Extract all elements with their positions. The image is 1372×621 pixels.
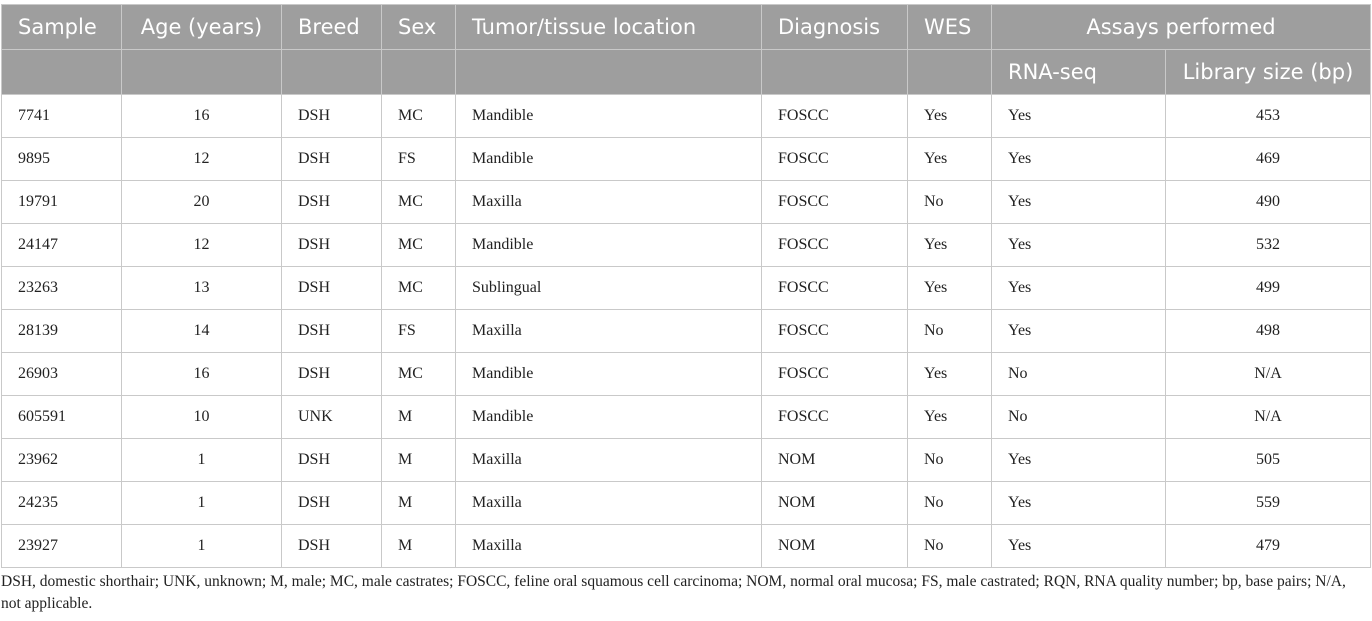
cell-sex: MC	[382, 181, 456, 224]
cell-age: 20	[122, 181, 282, 224]
cell-breed: UNK	[282, 396, 382, 439]
cell-location: Mandible	[456, 396, 762, 439]
cell-breed: DSH	[282, 138, 382, 181]
cell-diagnosis: FOSCC	[762, 267, 908, 310]
cell-wes: No	[908, 181, 992, 224]
cell-diagnosis: FOSCC	[762, 396, 908, 439]
cell-sample: 24235	[2, 482, 122, 525]
header-diagnosis: Diagnosis	[762, 5, 908, 50]
cell-library-size: 499	[1166, 267, 1371, 310]
cell-sex: M	[382, 439, 456, 482]
cell-location: Maxilla	[456, 310, 762, 353]
cell-sex: FS	[382, 138, 456, 181]
cell-library-size: 498	[1166, 310, 1371, 353]
cell-wes: Yes	[908, 396, 992, 439]
header-location: Tumor/tissue location	[456, 5, 762, 50]
table-row	[2, 267, 1371, 310]
cell-wes: Yes	[908, 224, 992, 267]
cell-rnaseq: Yes	[992, 181, 1166, 224]
cell-location: Maxilla	[456, 181, 762, 224]
cell-sample: 9895	[2, 138, 122, 181]
cell-breed: DSH	[282, 439, 382, 482]
cell-rnaseq: Yes	[992, 439, 1166, 482]
header-rnaseq: RNA-seq	[992, 50, 1166, 95]
header-blank	[282, 50, 382, 95]
cell-sample: 19791	[2, 181, 122, 224]
cell-breed: DSH	[282, 482, 382, 525]
cell-rnaseq: No	[992, 396, 1166, 439]
cell-library-size: 559	[1166, 482, 1371, 525]
cell-breed: DSH	[282, 310, 382, 353]
cell-age: 12	[122, 138, 282, 181]
cell-sex: M	[382, 525, 456, 568]
cell-location: Maxilla	[456, 482, 762, 525]
cell-sample: 23962	[2, 439, 122, 482]
header-blank	[762, 50, 908, 95]
cell-location: Mandible	[456, 353, 762, 396]
header-blank	[908, 50, 992, 95]
header-age: Age (years)	[122, 5, 282, 50]
cell-breed: DSH	[282, 267, 382, 310]
header-sample: Sample	[2, 5, 122, 50]
cell-wes: No	[908, 439, 992, 482]
cell-library-size: N/A	[1166, 353, 1371, 396]
cell-library-size: 490	[1166, 181, 1371, 224]
table-row	[2, 439, 1371, 482]
cell-rnaseq: Yes	[992, 95, 1166, 138]
cell-sample: 23263	[2, 267, 122, 310]
cell-diagnosis: FOSCC	[762, 310, 908, 353]
header-wes: WES	[908, 5, 992, 50]
header-sex: Sex	[382, 5, 456, 50]
cell-location: Mandible	[456, 95, 762, 138]
cell-breed: DSH	[282, 224, 382, 267]
cell-sex: MC	[382, 267, 456, 310]
table-header	[2, 5, 1371, 95]
cell-rnaseq: No	[992, 353, 1166, 396]
cell-sex: M	[382, 482, 456, 525]
cell-sex: MC	[382, 224, 456, 267]
samples-table	[1, 4, 1371, 568]
cell-library-size: 505	[1166, 439, 1371, 482]
cell-location: Mandible	[456, 224, 762, 267]
header-assays: Assays performed	[992, 5, 1371, 50]
cell-age: 1	[122, 439, 282, 482]
cell-library-size: N/A	[1166, 396, 1371, 439]
cell-rnaseq: Yes	[992, 267, 1166, 310]
table-body	[2, 95, 1371, 568]
cell-age: 14	[122, 310, 282, 353]
cell-sample: 26903	[2, 353, 122, 396]
cell-breed: DSH	[282, 95, 382, 138]
table-row	[2, 181, 1371, 224]
cell-rnaseq: Yes	[992, 482, 1166, 525]
header-breed: Breed	[282, 5, 382, 50]
cell-age: 10	[122, 396, 282, 439]
header-library-size: Library size (bp)	[1166, 50, 1371, 95]
cell-age: 16	[122, 353, 282, 396]
table-row	[2, 95, 1371, 138]
cell-library-size: 479	[1166, 525, 1371, 568]
cell-location: Mandible	[456, 138, 762, 181]
cell-rnaseq: Yes	[992, 138, 1166, 181]
cell-age: 12	[122, 224, 282, 267]
cell-wes: No	[908, 525, 992, 568]
cell-rnaseq: Yes	[992, 310, 1166, 353]
cell-sample: 7741	[2, 95, 122, 138]
cell-sex: MC	[382, 95, 456, 138]
cell-sample: 23927	[2, 525, 122, 568]
header-blank	[382, 50, 456, 95]
cell-age: 16	[122, 95, 282, 138]
cell-age: 1	[122, 525, 282, 568]
header-blank	[2, 50, 122, 95]
table-row	[2, 525, 1371, 568]
cell-diagnosis: NOM	[762, 525, 908, 568]
cell-diagnosis: NOM	[762, 482, 908, 525]
cell-diagnosis: FOSCC	[762, 353, 908, 396]
cell-location: Maxilla	[456, 525, 762, 568]
table-row	[2, 482, 1371, 525]
cell-sample: 24147	[2, 224, 122, 267]
cell-diagnosis: FOSCC	[762, 95, 908, 138]
header-blank	[456, 50, 762, 95]
cell-wes: No	[908, 310, 992, 353]
cell-age: 13	[122, 267, 282, 310]
table-row	[2, 353, 1371, 396]
cell-sex: FS	[382, 310, 456, 353]
cell-diagnosis: FOSCC	[762, 138, 908, 181]
cell-age: 1	[122, 482, 282, 525]
cell-wes: No	[908, 482, 992, 525]
table-row	[2, 310, 1371, 353]
cell-library-size: 453	[1166, 95, 1371, 138]
cell-wes: Yes	[908, 95, 992, 138]
cell-diagnosis: FOSCC	[762, 224, 908, 267]
table-row	[2, 224, 1371, 267]
cell-breed: DSH	[282, 525, 382, 568]
cell-breed: DSH	[282, 181, 382, 224]
header-blank	[122, 50, 282, 95]
cell-location: Sublingual	[456, 267, 762, 310]
cell-rnaseq: Yes	[992, 525, 1166, 568]
cell-sex: M	[382, 396, 456, 439]
cell-library-size: 532	[1166, 224, 1371, 267]
cell-breed: DSH	[282, 353, 382, 396]
cell-sex: MC	[382, 353, 456, 396]
table-row	[2, 396, 1371, 439]
cell-sample: 28139	[2, 310, 122, 353]
cell-rnaseq: Yes	[992, 224, 1166, 267]
cell-location: Maxilla	[456, 439, 762, 482]
table-row	[2, 138, 1371, 181]
cell-sample: 605591	[2, 396, 122, 439]
cell-wes: Yes	[908, 353, 992, 396]
table-footnote: DSH, domestic shorthair; UNK, unknown; M, male; MC, male castrates; FOSCC, feline oral squamous cell carcinoma; NOM, normal oral mucosa; FS, male castrated; RQN, RNA quality number; bp, base pairs; N/A, not applicable.	[1, 573, 1346, 612]
cell-wes: Yes	[908, 138, 992, 181]
cell-diagnosis: NOM	[762, 439, 908, 482]
cell-wes: Yes	[908, 267, 992, 310]
cell-diagnosis: FOSCC	[762, 181, 908, 224]
cell-library-size: 469	[1166, 138, 1371, 181]
